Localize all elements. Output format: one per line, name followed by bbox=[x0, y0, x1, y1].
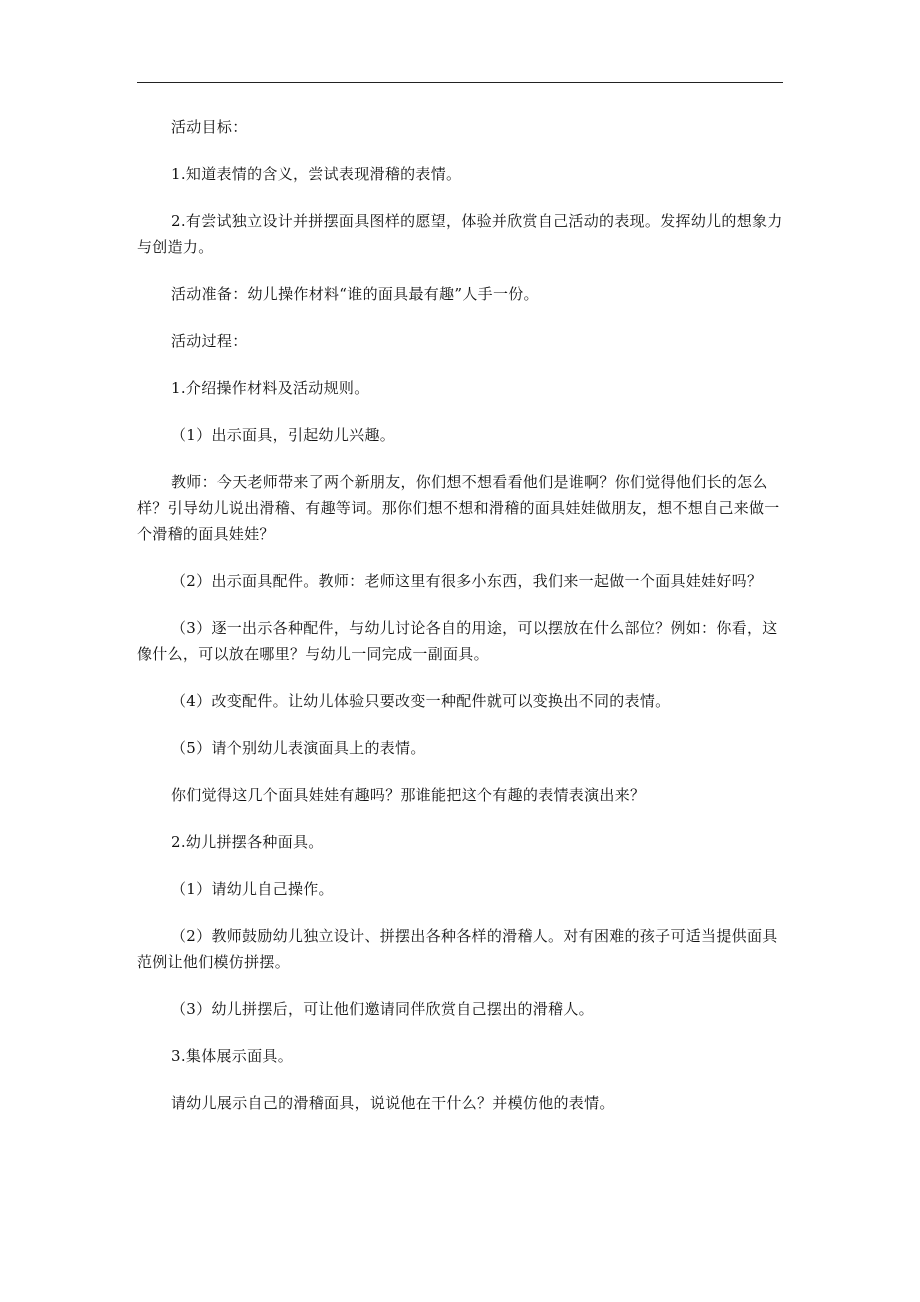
goal-item-2: 2.有尝试独立设计并拼摆面具图样的愿望，体验并欣赏自己活动的表现。发挥幼儿的想象力与创造力。 bbox=[137, 212, 783, 256]
process-substep: （2）出示面具配件。教师：老师这里有很多小东西，我们来一起做一个面具娃娃好吗？ bbox=[171, 572, 763, 590]
closing-paragraph: 请幼儿展示自己的滑稽面具，说说他在干什么？并模仿他的表情。 bbox=[171, 1094, 615, 1112]
process-substep: （4）改变配件。让幼儿体验只要改变一种配件就可以变换出不同的表情。 bbox=[171, 692, 671, 710]
process-substep: （2）教师鼓励幼儿独立设计、拼摆出各种各样的滑稽人。对有困难的孩子可适当提供面具范例让他们模仿拼摆。 bbox=[137, 927, 778, 971]
process-step-2: 2.幼儿拼摆各种面具。 bbox=[171, 833, 324, 851]
process-step-3: 3.集体展示面具。 bbox=[171, 1047, 294, 1065]
process-substep: （3）逐一出示各种配件，与幼儿讨论各自的用途，可以摆放在什么部位？例如：你看，这像什么，可以放在哪里？与幼儿一同完成一副面具。 bbox=[137, 619, 778, 663]
process-substep: （1）出示面具，引起幼儿兴趣。 bbox=[171, 426, 396, 444]
goal-item-1: 1.知道表情的含义，尝试表现滑稽的表情。 bbox=[171, 165, 462, 183]
process-substep: （5）请个别幼儿表演面具上的表情。 bbox=[171, 739, 426, 757]
process-step-1: 1.介绍操作材料及活动规则。 bbox=[171, 379, 370, 397]
section-heading-process: 活动过程： bbox=[171, 332, 248, 350]
teacher-dialogue: 教师：今天老师带来了两个新朋友，你们想不想看看他们是谁啊？你们觉得他们长的怎么样？引导幼儿说出滑稽、有趣等词。那你们想不想和滑稽的面具娃娃做朋友，想不想自己来做一个滑稽的面具娃娃？ bbox=[137, 473, 780, 543]
process-substep: （1）请幼儿自己操作。 bbox=[171, 880, 334, 898]
teacher-question: 你们觉得这几个面具娃娃有趣吗？那谁能把这个有趣的表情表演出来？ bbox=[171, 786, 646, 804]
document-body bbox=[137, 114, 785, 1137]
section-heading-goals: 活动目标： bbox=[171, 118, 248, 136]
process-substep: （3）幼儿拼摆后，可让他们邀请同伴欣赏自己摆出的滑稽人。 bbox=[171, 1000, 594, 1018]
header-rule bbox=[137, 82, 783, 83]
preparation-paragraph: 活动准备：幼儿操作材料“谁的面具最有趣”人手一份。 bbox=[171, 285, 539, 303]
